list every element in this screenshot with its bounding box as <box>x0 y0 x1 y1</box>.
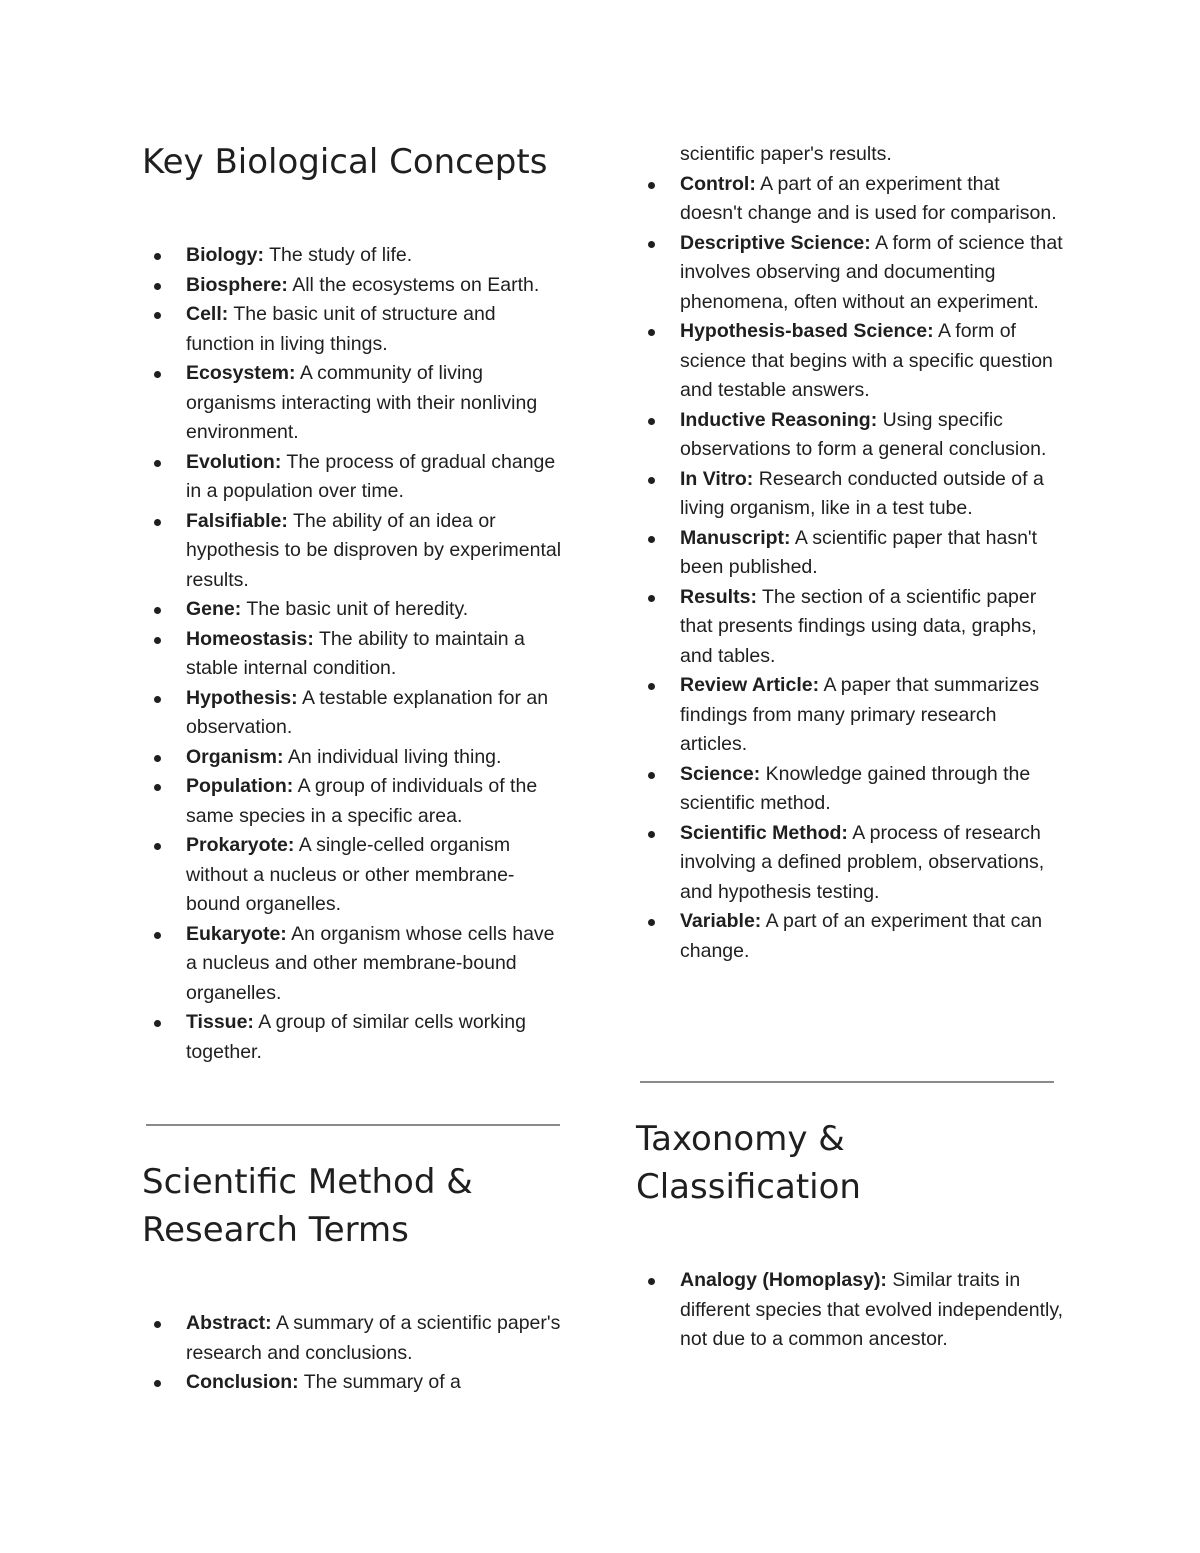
list-item <box>636 760 1066 819</box>
term: Population: <box>186 775 294 797</box>
list-item <box>142 241 562 271</box>
list-item <box>142 448 562 507</box>
heading-taxonomy <box>636 1115 861 1211</box>
term: Hypothesis-based Science: <box>680 320 934 342</box>
term: Conclusion: <box>186 1371 299 1393</box>
definition: The summary of a <box>303 1371 461 1393</box>
definition: A community of living organisms interacting with their nonliving environment. <box>186 362 538 443</box>
definition: A group of individuals of the same species in a specific area. <box>186 775 538 827</box>
list-item <box>142 920 562 1009</box>
list-item <box>142 684 562 743</box>
heading-scientific-method <box>142 1158 473 1254</box>
list-item <box>142 1008 562 1067</box>
definition: A form of science that begins with a specific question and testable answers. <box>680 320 1053 401</box>
term: Results: <box>680 585 757 608</box>
term: In Vitro: <box>680 467 754 490</box>
heading-line: Classification <box>636 1167 861 1207</box>
list-item <box>636 229 1066 318</box>
term: Manuscript: <box>680 526 791 549</box>
definition: The basic unit of structure and function in living things. <box>186 303 496 355</box>
definition: The process of gradual change in a population over time. <box>186 450 556 502</box>
term: Control: <box>680 172 756 195</box>
list-item <box>142 300 562 359</box>
definition: The ability to maintain a stable internal condition. <box>186 627 525 679</box>
definition: Research conducted outside of a living organism, like in a test tube. <box>680 467 1044 519</box>
definition: Similar traits in different species that evolved independently, not due to a common ancestor. <box>680 1269 1064 1350</box>
definition: An organism whose cells have a nucleus and other membrane-bound organelles. <box>186 922 555 1004</box>
list-item <box>142 743 562 773</box>
definition: The ability of an idea or hypothesis to be disproven by experimental results. <box>186 509 562 591</box>
section-divider <box>146 1124 560 1126</box>
term: Cell: <box>186 303 229 325</box>
term: Descriptive Science: <box>680 231 871 254</box>
definition: A paper that summarizes findings from many primary research articles. <box>680 674 1040 755</box>
list-item <box>142 507 562 596</box>
term: Biology: <box>186 244 264 266</box>
definition: An individual living thing. <box>287 745 502 768</box>
heading-key-biological-concepts: Key Biological Concepts <box>142 142 548 182</box>
term: Variable: <box>680 910 762 932</box>
definition: The study of life. <box>269 244 413 266</box>
term: Evolution: <box>186 450 282 473</box>
term: Ecosystem: <box>186 362 296 384</box>
heading-line: Taxonomy & <box>636 1119 845 1159</box>
term: Inductive Reasoning: <box>680 408 878 431</box>
definition: A scientific paper that hasn't been published. <box>680 526 1038 578</box>
term: Gene: <box>186 598 242 620</box>
term: Scientific Method: <box>680 821 848 844</box>
heading-line: Scientific Method & <box>142 1162 473 1202</box>
list-item <box>636 170 1066 229</box>
term: Hypothesis: <box>186 686 298 709</box>
list-item <box>636 907 1066 966</box>
list-item <box>636 406 1066 465</box>
term: Tissue: <box>186 1011 254 1033</box>
definition: A part of an experiment that doesn't change and is used for comparison. <box>680 172 1057 224</box>
definition: The section of a scientific paper that presents findings using data, graphs, and tables. <box>680 585 1037 667</box>
list-item <box>142 625 562 684</box>
term: Review Article: <box>680 674 820 696</box>
definition: scientific paper's results. <box>680 143 892 165</box>
list-item <box>636 819 1066 908</box>
term: Falsifiable: <box>186 509 288 532</box>
key-concepts-list <box>142 241 562 1067</box>
definition: All the ecosystems on Earth. <box>292 273 540 296</box>
definition: A testable explanation for an observation. <box>186 686 549 738</box>
list-item <box>636 317 1066 406</box>
list-item <box>636 1266 1066 1355</box>
term: Biosphere: <box>186 273 288 296</box>
definition: A group of similar cells working together. <box>186 1011 526 1063</box>
list-item <box>142 595 562 625</box>
list-item <box>636 671 1066 760</box>
term: Prokaryote: <box>186 834 295 856</box>
definition: A process of research involving a defined problem, observations, and hypothesis testing. <box>680 821 1045 903</box>
research-terms-list-continued <box>636 140 1066 966</box>
list-item <box>142 772 562 831</box>
list-item <box>142 271 562 301</box>
term: Eukaryote: <box>186 922 287 945</box>
list-item <box>142 1368 562 1398</box>
list-item <box>142 359 562 448</box>
list-item <box>636 524 1066 583</box>
term: Homeostasis: <box>186 627 314 650</box>
definition: A summary of a scientific paper's research and conclusions. <box>186 1312 561 1364</box>
definition: Using specific observations to form a general conclusion. <box>680 408 1047 460</box>
taxonomy-list <box>636 1266 1066 1355</box>
term: Science: <box>680 762 761 785</box>
section-divider <box>640 1081 1054 1083</box>
definition: A form of science that involves observing and documenting phenomena, often without an experiment. <box>680 231 1063 313</box>
list-item-continuation <box>636 140 1066 170</box>
heading-line: Research Terms <box>142 1210 409 1250</box>
list-item <box>142 1309 562 1368</box>
definition: The basic unit of heredity. <box>246 598 469 620</box>
definition: Knowledge gained through the scientific method. <box>680 762 1031 814</box>
list-item <box>636 583 1066 672</box>
definition: A single-celled organism without a nucleus or other membrane-bound organelles. <box>186 834 515 915</box>
term: Abstract: <box>186 1312 272 1334</box>
research-terms-list <box>142 1309 562 1398</box>
list-item <box>142 831 562 920</box>
list-item <box>636 465 1066 524</box>
term: Analogy (Homoplasy): <box>680 1269 887 1291</box>
term: Organism: <box>186 745 284 768</box>
definition: A part of an experiment that can change. <box>680 910 1043 962</box>
